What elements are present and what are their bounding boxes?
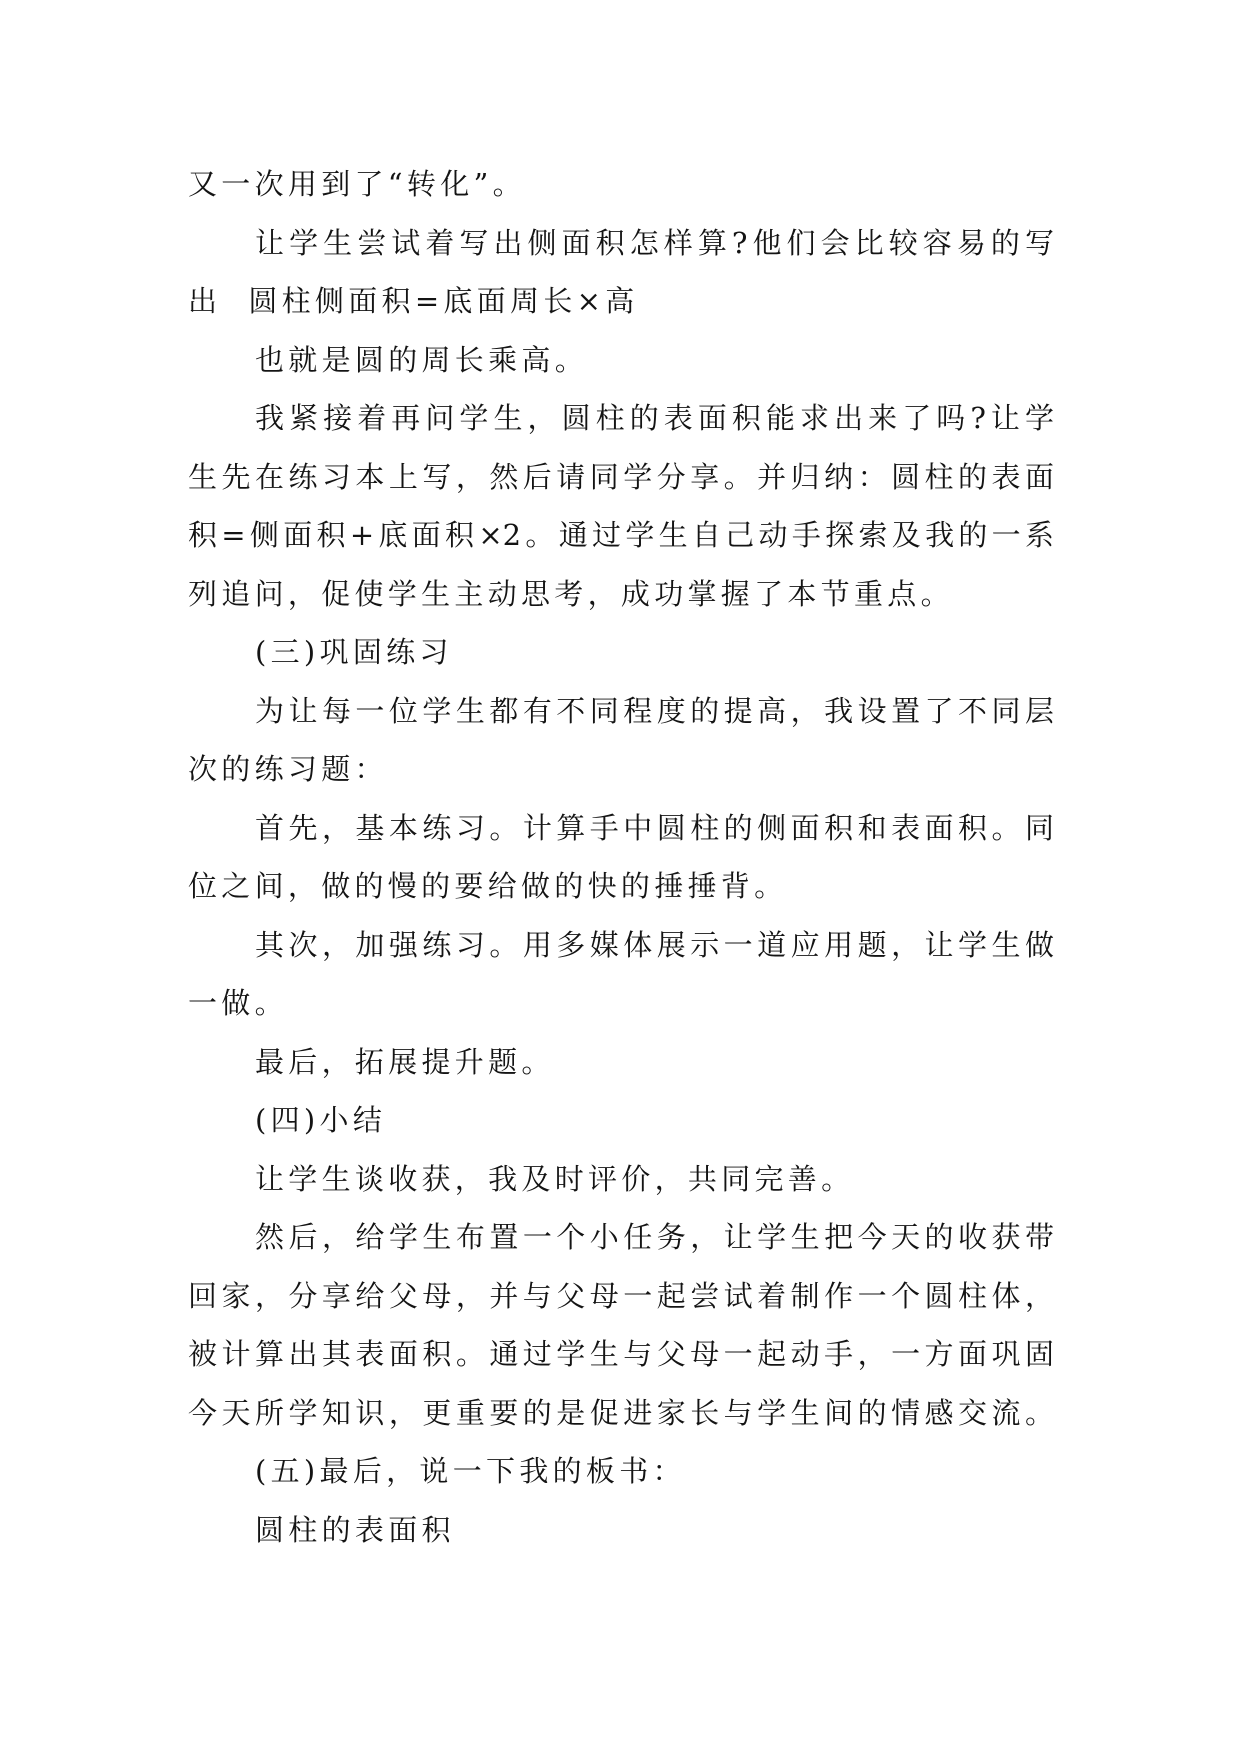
text-line: 让学生谈收获，我及时评价，共同完善。 [255,1161,855,1196]
text-line: 我紧接着再问学生，圆柱的表面积能求出来了吗?让学 [255,401,1054,435]
text-line: 次的练习题： [188,752,388,786]
text-line: 被计算出其表面积。通过学生与父母一起动手，一方面巩固 [188,1337,1054,1371]
text-line: 其次，加强练习。用多媒体展示一道应用题，让学生做 [255,927,1054,962]
text-line: 位之间，做的慢的要给做的快的捶捶背。 [188,869,788,903]
text-line: 然后，给学生布置一个小任务，让学生把今天的收获带 [255,1220,1054,1254]
text-line: 又一次用到了“转化”。 [188,167,526,201]
text-line: 最后，拓展提升题。 [255,1044,555,1079]
text-line: 圆柱的表面积 [255,1512,455,1547]
text-line: 列追问，促使学生主动思考，成功掌握了本节重点。 [188,576,954,611]
text-line: 生先在练习本上写，然后请同学分享。并归纳：圆柱的表面 [188,459,1054,494]
text-line: 今天所学知识，更重要的是促进家长与学生间的情感交流。 [188,1395,1054,1430]
section-heading: (五)最后，说一下我的板书： [255,1454,686,1488]
document-body [188,155,1054,1559]
section-heading: (三)巩固练习 [255,635,453,669]
text-line: 出 圆柱侧面积=底面周长×高 [188,284,639,318]
section-heading: (四)小结 [255,1103,387,1137]
text-line: 为让每一位学生都有不同程度的提高，我设置了不同层 [255,693,1054,728]
text-line: 积=侧面积+底面积×2。通过学生自己动手探索及我的一系 [188,518,1054,552]
text-line: 一做。 [188,986,288,1020]
text-line: 回家，分享给父母，并与父母一起尝试着制作一个圆柱体， [188,1278,1054,1313]
text-line: 也就是圆的周长乘高。 [255,342,589,377]
text-line: 让学生尝试着写出侧面积怎样算?他们会比较容易的写 [255,225,1054,260]
text-line: 首先，基本练习。计算手中圆柱的侧面积和表面积。同 [255,810,1054,845]
